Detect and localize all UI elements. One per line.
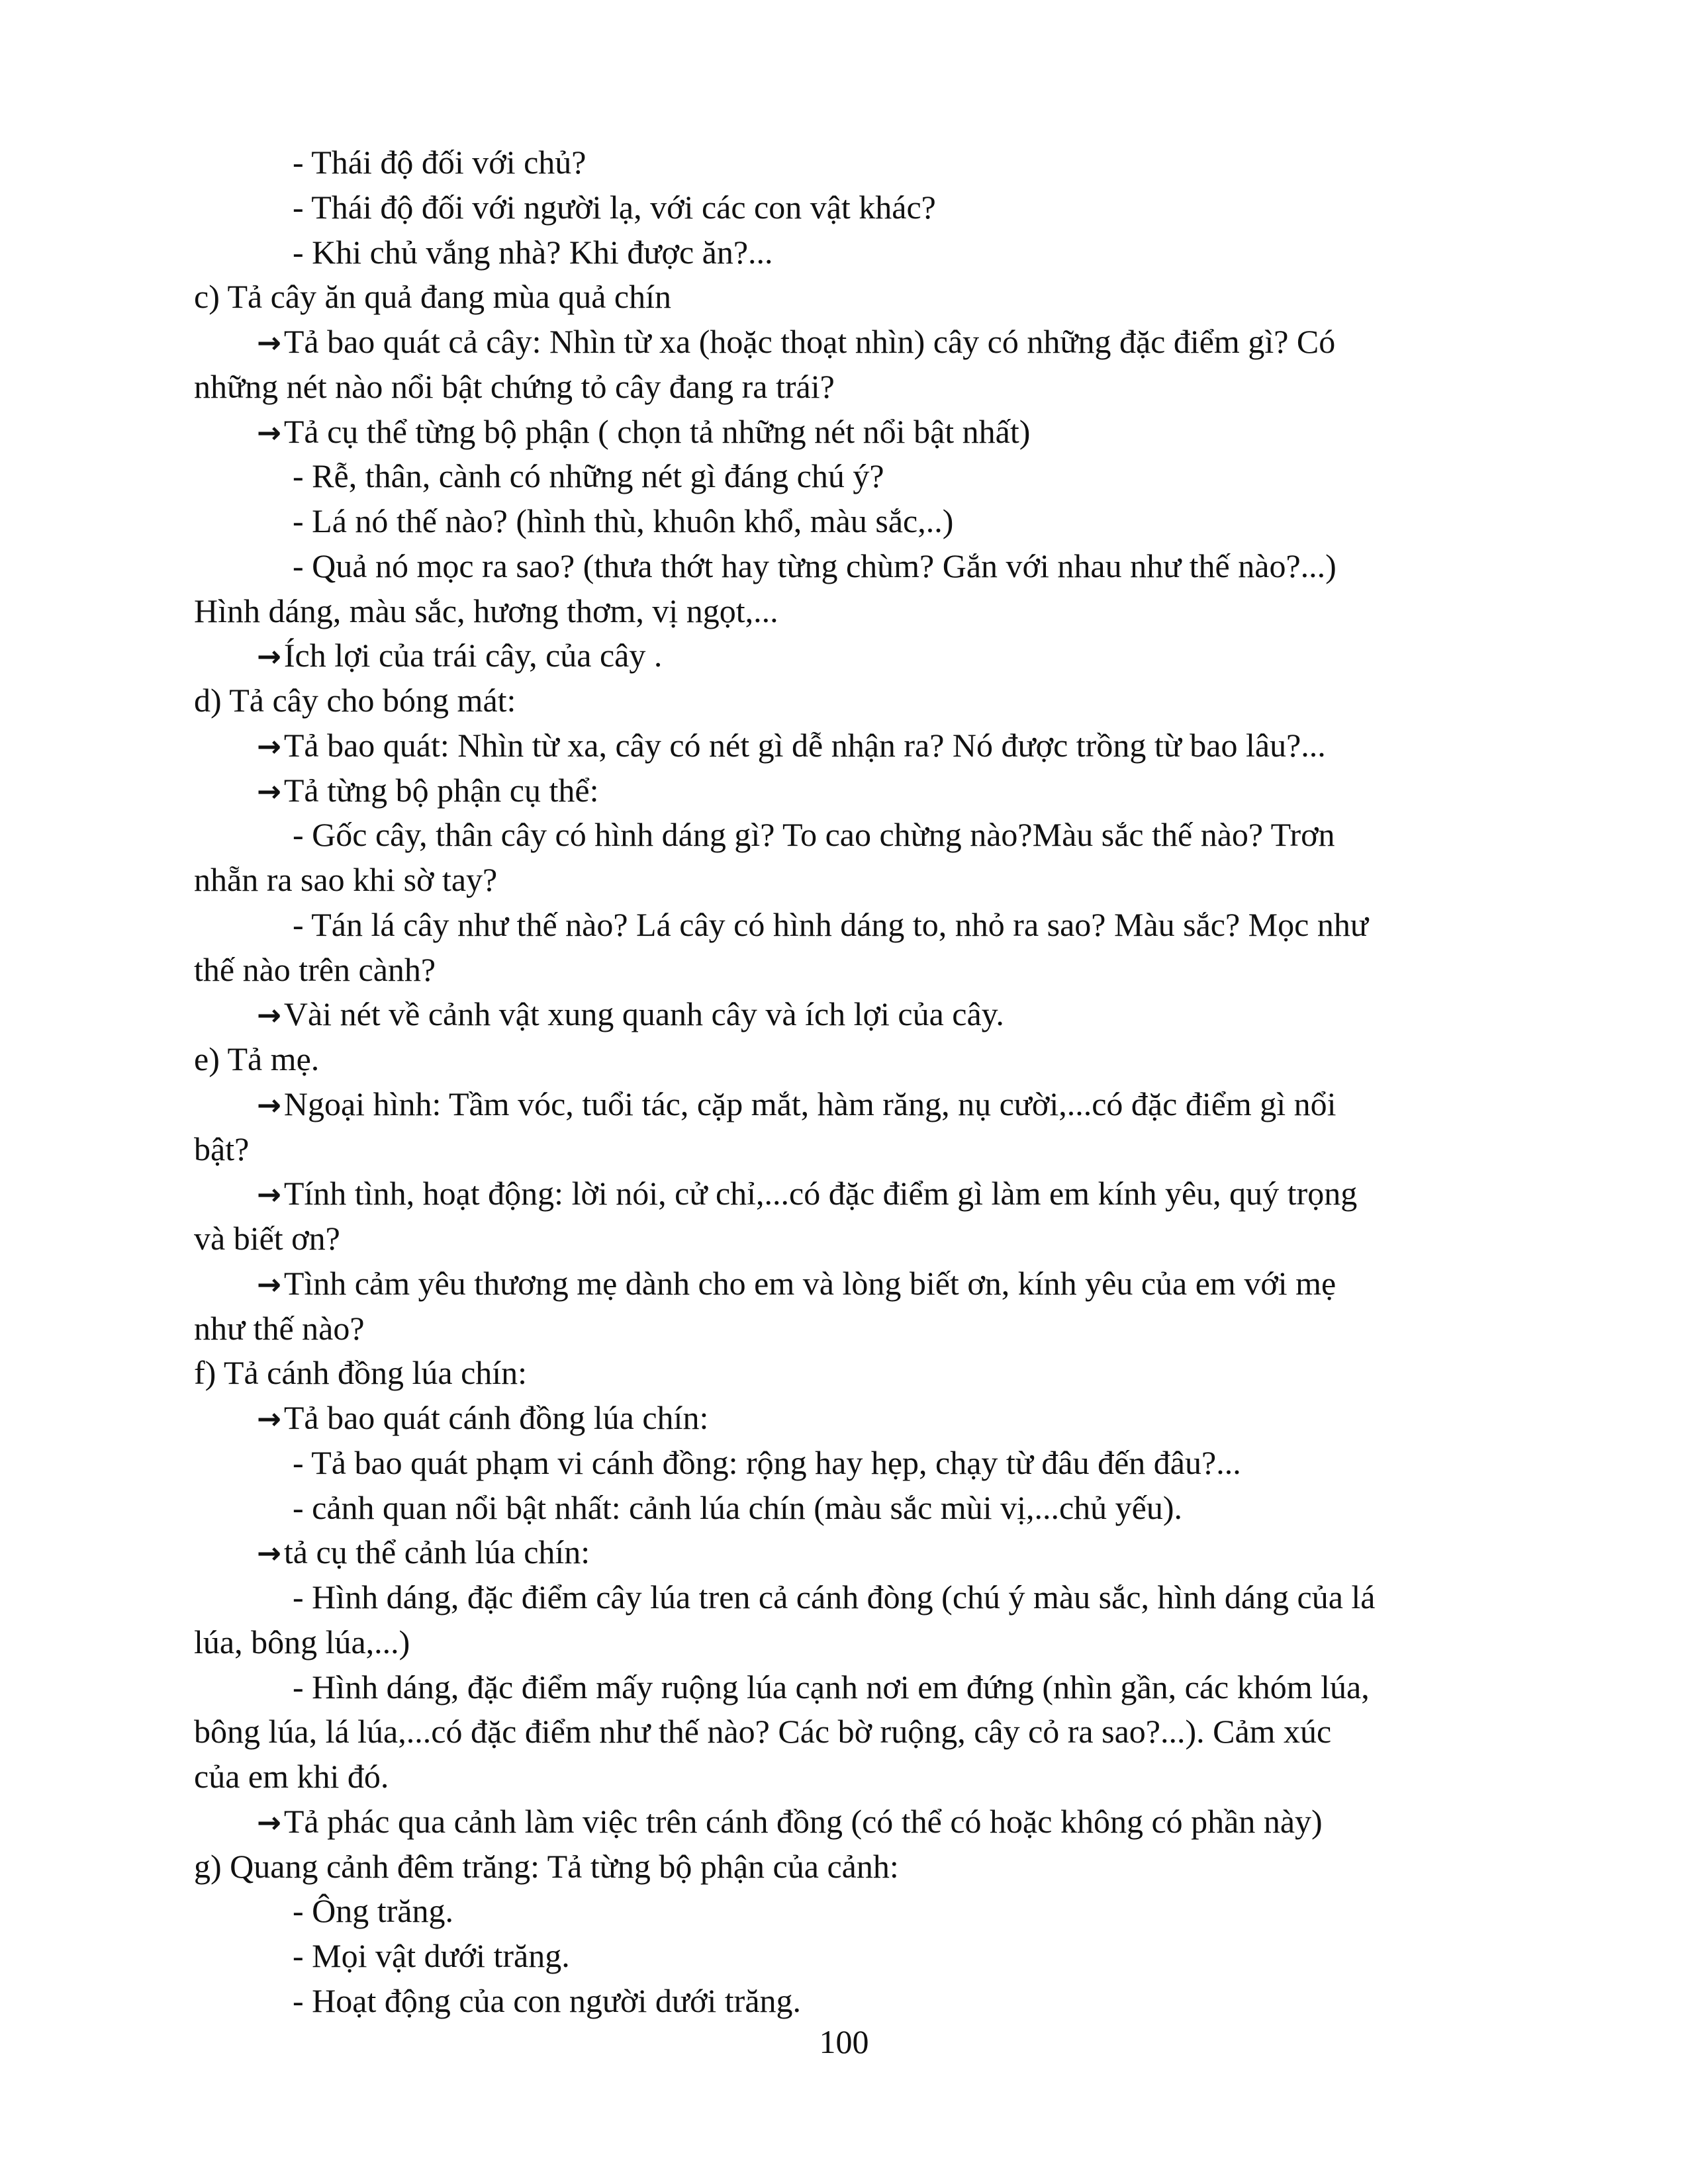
- text-line: của em khi đó.: [194, 1758, 389, 1795]
- arrow-icon: →: [257, 999, 281, 1032]
- text-line: - Quả nó mọc ra sao? (thưa thớt hay từng chùm? Gắn với nhau như thế nào?...): [293, 547, 1336, 584]
- arrow-icon: →: [257, 775, 281, 809]
- arrow-line: →Tả bao quát cánh đồng lúa chín:: [257, 1398, 708, 1439]
- text-line: - Hoạt động của con người dưới trăng.: [293, 1982, 802, 2019]
- text-line: - cảnh quan nổi bật nhất: cảnh lúa chín (màu sắc mùi vị,...chủ yếu).: [293, 1489, 1183, 1526]
- text-line: bông lúa, lá lúa,...có đặc điểm như thế nào? Các bờ ruộng, cây cỏ ra sao?...). Cảm xúc: [194, 1713, 1332, 1750]
- text-line: - Thái độ đối với chủ?: [293, 144, 586, 181]
- section-heading: d) Tả cây cho bóng mát:: [194, 682, 516, 719]
- arrow-line: →Tình cảm yêu thương mẹ dành cho em và lòng biết ơn, kính yêu của em với mẹ: [257, 1263, 1336, 1305]
- arrow-icon: →: [257, 1537, 281, 1570]
- arrow-icon: →: [257, 1178, 281, 1212]
- text-line: - Hình dáng, đặc điểm mấy ruộng lúa cạnh nơi em đứng (nhìn gần, các khóm lúa,: [293, 1668, 1370, 1706]
- arrow-icon: →: [257, 1402, 281, 1436]
- page-number: 100: [819, 2023, 869, 2060]
- text-line: - Lá nó thế nào? (hình thù, khuôn khổ, màu sắc,..): [293, 502, 954, 539]
- text-line: như thế nào?: [194, 1310, 365, 1347]
- text-line: những nét nào nổi bật chứng tỏ cây đang ra trái?: [194, 368, 835, 405]
- text-line: thế nào trên cành?: [194, 951, 436, 988]
- text-line: - Mọi vật dưới trăng.: [293, 1937, 570, 1974]
- arrow-line: →tả cụ thể cảnh lúa chín:: [257, 1532, 590, 1574]
- arrow-line: →Tả cụ thể từng bộ phận ( chọn tả những nét nổi bật nhất): [257, 412, 1030, 453]
- arrow-line: →Vài nét về cảnh vật xung quanh cây và ích lợi của cây.: [257, 994, 1004, 1036]
- section-heading: e) Tả mẹ.: [194, 1040, 320, 1077]
- text-line: - Hình dáng, đặc điểm cây lúa tren cả cánh đòng (chú ý màu sắc, hình dáng của lá: [293, 1578, 1376, 1615]
- arrow-line: →Tả bao quát: Nhìn từ xa, cây có nét gì dễ nhận ra? Nó được trồng từ bao lâu?...: [257, 725, 1326, 767]
- text-line: - Thái độ đối với người lạ, với các con vật khác?: [293, 189, 936, 226]
- section-heading: c) Tả cây ăn quả đang mùa quả chín: [194, 278, 671, 315]
- arrow-icon: →: [257, 730, 281, 764]
- arrow-line: →Tả phác qua cảnh làm việc trên cánh đồng (có thể có hoặc không có phần này): [257, 1801, 1323, 1843]
- arrow-line: →Tả từng bộ phận cụ thể:: [257, 770, 598, 812]
- text-line: Hình dáng, màu sắc, hương thơm, vị ngọt,...: [194, 592, 778, 629]
- text-line: và biết ơn?: [194, 1220, 340, 1257]
- section-heading: f) Tả cánh đồng lúa chín:: [194, 1354, 528, 1391]
- text-line: lúa, bông lúa,...): [194, 1623, 410, 1661]
- text-line: nhẵn ra sao khi sờ tay?: [194, 861, 498, 898]
- arrow-line: →Ngoại hình: Tầm vóc, tuổi tác, cặp mắt, hàm răng, nụ cười,...có đặc điểm gì nổi: [257, 1084, 1336, 1126]
- arrow-line: →Tính tình, hoạt động: lời nói, cử chỉ,...có đặc điểm gì làm em kính yêu, quý trọng: [257, 1173, 1357, 1215]
- section-heading: g) Quang cảnh đêm trăng: Tả từng bộ phận của cảnh:: [194, 1848, 899, 1885]
- arrow-icon: →: [257, 640, 281, 674]
- arrow-line: →Tả bao quát cả cây: Nhìn từ xa (hoặc thoạt nhìn) cây có những đặc điểm gì? Có: [257, 322, 1335, 363]
- text-line: - Khi chủ vắng nhà? Khi được ăn?...: [293, 234, 773, 271]
- arrow-icon: →: [257, 1268, 281, 1302]
- arrow-icon: →: [257, 1806, 281, 1840]
- text-line: bật?: [194, 1130, 250, 1167]
- arrow-line: →Ích lợi của trái cây, của cây .: [257, 635, 662, 677]
- text-line: - Ông trăng.: [293, 1892, 453, 1929]
- text-line: - Tán lá cây như thế nào? Lá cây có hình dáng to, nhỏ ra sao? Màu sắc? Mọc như: [293, 906, 1368, 943]
- text-line: - Gốc cây, thân cây có hình dáng gì? To cao chừng nào?Màu sắc thế nào? Trơn: [293, 816, 1335, 853]
- arrow-icon: →: [257, 326, 281, 360]
- arrow-icon: →: [257, 416, 281, 450]
- text-line: - Tả bao quát phạm vi cánh đồng: rộng hay hẹp, chạy từ đâu đến đâu?...: [293, 1444, 1241, 1481]
- arrow-icon: →: [257, 1089, 281, 1122]
- text-line: - Rễ, thân, cành có những nét gì đáng chú ý?: [293, 457, 884, 494]
